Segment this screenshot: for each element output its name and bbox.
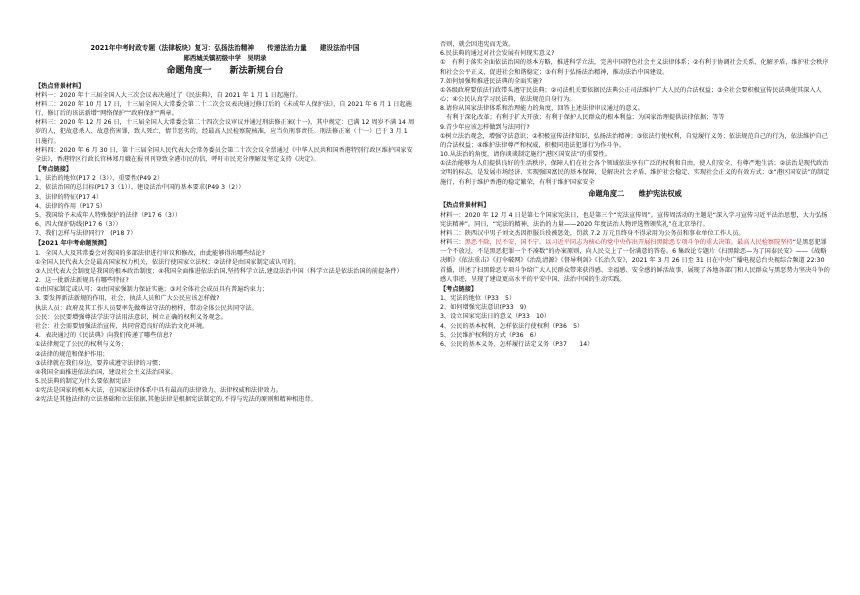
highlight-red: 黑恶不除，民不安，国不宁。以习近平同志为核心的党中央作出开展扫黑除恶专项斗争的重大决策。最高人民检察院坚持 <box>464 239 793 247</box>
paragraph: ①由国家制定或认可；②由国家强制力保证实施；③对全体社会成员具有普遍约束力； <box>35 286 269 294</box>
paragraph: 3、设立国家宪法日的意义（P33 10） <box>440 313 551 321</box>
paragraph: 材料二：陕西汉中男子刘文杰因拒服兵役被惩处，罚款 7.2 万元且终身不得录用为公务员和事业单位工作人员。 <box>440 229 745 237</box>
paragraph: ①各级政府要依法行政带头遵守民法典；②司法机关要依据民法典公正司法维护广大人民的合法权益；③全社会要积极宣传民法典使其深入人心；④公民认真学习民法典，依法规范自身行为。 <box>440 86 822 104</box>
paragraph: 4、公民的基本权利、怎样依法行使权利（P36 5） <box>440 322 584 330</box>
paragraph: ①法律规定了公民的权利与义务； <box>35 341 128 349</box>
left-body <box>35 82 415 405</box>
paragraph: 1、法治的地位(P17 2（3））、重要性(P49 2） <box>35 175 164 183</box>
document-title: 2021年中考时政专题（法律板块）复习：弘扬法治精神 传递法治力量 建设法治中国 <box>90 44 360 52</box>
paragraph: ③法律就在我们身边，要养成遵守法律的习惯； <box>35 359 165 367</box>
paragraph: 6、公民的基本义务、怎样履行法定义务（P37 14） <box>440 340 594 348</box>
paragraph: 材料一：2020 年十三届全国人大三次会议表决通过了《民法典》，自 2021 年 1 月 1 日起施行。 <box>35 91 302 99</box>
paragraph: 9.青少年应该怎样做到与法同行? <box>440 123 530 131</box>
paragraph: 材料二：2020 年 10 月 17 日，十三届全国人大常委会第二十二次会议表决通过修订后的《未成年人保护法》，自 2021 年 6 月 1 日起施行，修订后的该法新增“网络保护”“政府保护”两章。 <box>35 100 412 118</box>
paragraph: 7.如何加强和推进民法典的全面实施? <box>440 77 542 85</box>
paragraph: 否则，就会因违宪而无效。 <box>440 41 515 48</box>
paragraph: 2．这一批新法新规具有哪些特征? <box>35 277 129 285</box>
paragraph: 社会：社会需要加强法治宣传，共同营造良好的法治文化环境。 <box>35 323 209 330</box>
document-header <box>35 44 415 79</box>
paragraph: ②宪法是其他法律的立法基础和立法依据,其他法律是根据宪法制定的,不得与宪法的原则和精神相违背。 <box>35 396 317 404</box>
paragraph: 5.民法典的制定为什么要依据宪法? <box>35 378 131 386</box>
paragraph: 1、宪法的地位（P33 5） <box>440 295 516 303</box>
paragraph: ③人民代表大会制度是我国的根本政治制度；④我国全面推进依法治国,坚持科学立法,建设法治中国（科学立法是依法治国的前提条件） <box>35 267 403 275</box>
paragraph: 7、我们怎样与法律同行? (P18 7） <box>35 230 137 238</box>
right-body <box>440 40 830 349</box>
section-heading: 【考点链接】 <box>440 285 478 293</box>
paragraph: 有利于深化改革；有利于扩大开放；有利于保护人民群众的根本利益；为国家治理提供法律依据；等等 <box>440 114 725 122</box>
section-title-2: 命题角度二 维护宪法权威 <box>588 188 682 198</box>
section-title-1: 命题角度一 新法新规台台 <box>166 66 284 77</box>
paragraph: 材料三：2020 年 12 月 26 日，十三届全国人大常委会第二十四次会议审议并通过刑法修正案(十一)，其中规定：已满 12 周岁不满 14 周岁的人，犯故意杀人、故意伤害罪，致人死亡，情节恶劣的，经最高人民检察院核准，应当负刑事责任。刑法修正案（十一）已于 3 月 1 日施行。 <box>35 119 415 145</box>
section-heading: 【热点背景材料】 <box>440 202 490 210</box>
paragraph: 材料一：2020 年 12 月 4 日是第七个国家宪法日，也是第三个“宪法宣传周”。宣传周活动的主题是“深入学习宣传习近平法治思想，大力弘扬宪法精神”。同日，“宪法的精神，法治的力量——2020 年度法治人物评选暨颁奖礼”在北京举行。 <box>440 211 828 228</box>
paragraph: ①宪法是国家的根本大法，在国家法律体系中具有最高的法律效力、法律权威和法律效力。 <box>35 387 282 395</box>
paragraph: 3、法律的特征(P17 4） <box>35 193 103 201</box>
paragraph: 1．全国人大及其常委会对我国的多部法律进行审议和修改，由此能够得出哪些结论? <box>35 249 265 257</box>
paragraph: 4、法律的作用（P17 5） <box>35 202 106 210</box>
paragraph: ①全国人民代表大会是最高国家权力机关，依法行使国家立法权；②法律是由国家制定或认可的。 <box>35 258 300 266</box>
paragraph: 5、公民维护权利的方式（P36 6） <box>440 331 540 339</box>
paragraph: ①法治能够为人们提供良好的生活秩序，保障人们在社会各个领域依法享有广泛的权利和自由，使人们安全、有尊严地生活；②法治是现代政治文明的标志，是发展市场经济、实现强国富民的基本保障，是解决社会矛盾、维护社会稳定、实现社会正义的有效方式；③“港区国安法”的制定施行，有利于维护香港的稳定繁荣，有利于维护国家安全 <box>440 160 830 186</box>
paragraph: ① 有利于落实全面依法治国的基本方略，推进科学立法，完善中国特色社会主义法律体系；②有利于协调社会关系，化解矛盾，维护社会秩序和社会公平正义，促进社会和谐稳定；③有利于弘扬法治精神，推动法治中国建设。 <box>440 59 829 76</box>
paragraph: ①树立法治观念，增强守法意识；②积极宣传法律知识，弘扬法治精神；③依法行使权利，自觉履行义务；依法规范自己的行为，依法维护自己的合法权益；④维护法律尊严和权威，积极同违法犯罪行为作斗争。 <box>440 132 828 149</box>
paragraph: 公民：公民要增强尊法学法守法用法意识，树立正确的权利义务观念。 <box>35 313 227 321</box>
paragraph: 6.民法典的通过对社会发展有何现实意义? <box>440 50 555 58</box>
paragraph: ②法律的规范和保护作用； <box>35 350 109 358</box>
paragraph: 4．表决通过的《民法典》向我们传递了哪些信息? <box>35 332 173 340</box>
paragraph: 8.请你从国家法律体系和治理能力的角度，回答上述法律审议通过的意义。 <box>440 105 644 113</box>
paragraph: 10.从法治的角度，请你谈谈制定施行“港区国安法”的重要性。 <box>440 151 611 159</box>
paragraph: ④我国全面推进依法治国，建设社会主义法治国家。 <box>35 368 177 376</box>
paragraph: 2、依法治国的总目标(P17 3（1））、建设法治中国的基本要求(P49 3（2）） <box>35 184 245 192</box>
section-heading: 【2021 年中考命题预测】 <box>35 240 111 248</box>
right-column <box>440 40 830 349</box>
section-heading: 【热点背景材料】 <box>35 82 85 90</box>
paragraph: 5、我国给予未成年人特殊保护的法律（P17 6（3）） <box>35 211 182 219</box>
paragraph: 执法人员：政府及其工作人员要率先做尊法守法的榜样，带动全体公民共同守法。 <box>35 304 258 312</box>
paragraph: 材料四：2020 年 6 月 30 日，第十三届全国人民代表大会常务委员会第二十次会议全票通过《中华人民共和国香港特别行政区维护国家安全法》，香港特区行政长官林郑月娥在报刊刊登致全港市民的信，呼吁市民充分理解及坚定支持《决定》。 <box>35 146 413 163</box>
document-author: 郧西城关镇初级中学 吴明录 <box>183 53 267 62</box>
paragraph: 6、四大保护防线(P17 6（3）） <box>35 221 122 229</box>
paragraph: 材料三：黑恶不除，民不安，国不宁。以习近平同志为核心的党中央作出开展扫黑除恶专项斗争的重大决策。最高人民检察院坚持“是黑恶犯罪一个不放过，不是黑恶犯罪一个不凑数”的办案原则，向人民交上了一份满意的答卷。6 集政论专题片《扫黑除恶—为了国泰民安》——《战略决断》《依法重击》《打伞破网》《治乱清源》《督导利剑》《长治久安》，2021 年 3 月 26 日至 31 日在中央广播电视总台央视综合频道 22:30 首播，讲述了扫黑除恶专项斗争给广大人民群众带来获得感、幸福感、安全感的鲜活故事，展现了各地各部门和人民群众与黑恶势力坚决斗争的感人事迹，呈现了建设更高水平的平安中国、法治中国的生动实践。 <box>440 239 830 283</box>
section-heading: 【考点链接】 <box>35 166 73 174</box>
paragraph: 3. 要发挥新法新规的作用，社会、执法人员和广大公民应该怎样做? <box>35 295 220 303</box>
paragraph: 2、如何增强宪法意识(P33 9) <box>440 304 527 312</box>
left-column <box>35 44 415 405</box>
